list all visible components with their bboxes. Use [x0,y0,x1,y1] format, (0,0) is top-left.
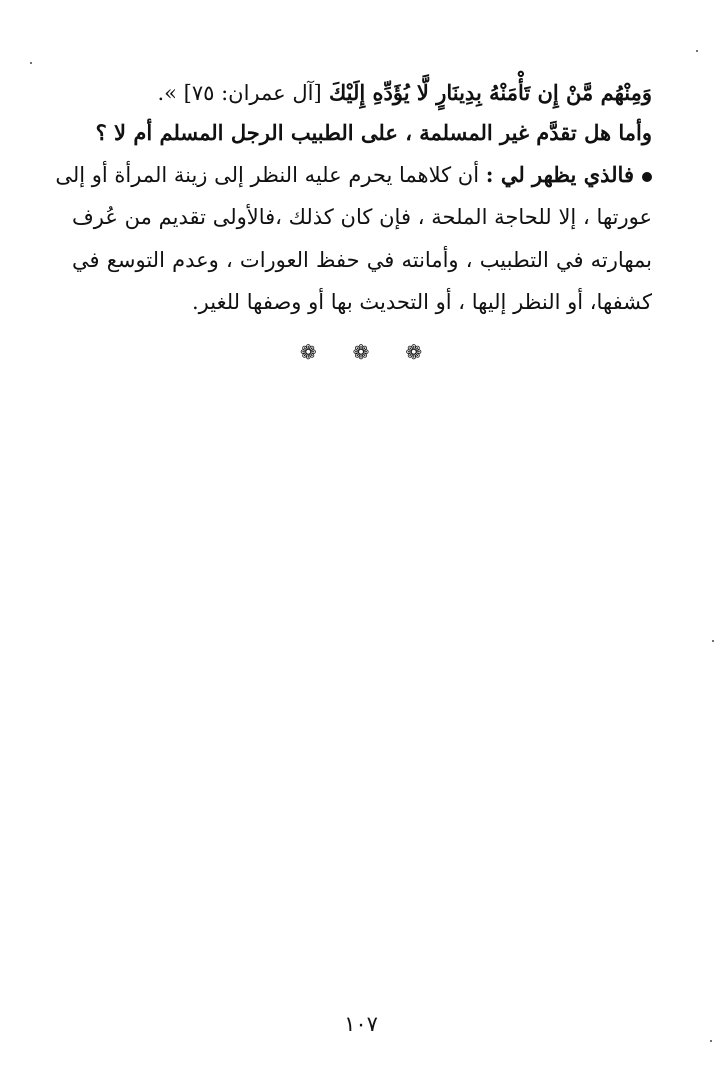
answer-lead: فالذي يظهر لي : [485,162,634,187]
question-heading: وأما هل تقدَّم غير المسلمة ، على الطبيب الرجل المسلم أم لا ؟ [95,120,652,145]
quran-verse-line [72,78,652,108]
bullet-icon [642,172,652,182]
page-number: ١٠٧ [344,1012,378,1036]
quran-verse: وَمِنْهُم مَّنْ إِن تَأْمَنْهُ بِدِينَارٍ لَّا يُؤَدِّهِ إِلَيْكَ [328,80,652,105]
answer-line-4: كشفها، أو النظر إليها ، أو التحديث بها أو وصفها للغير. [192,290,652,314]
scan-speck [710,1040,712,1042]
verse-reference: [آل عمران: ٧٥] ». [157,81,322,105]
answer-line-3: بمهارته في التطبيب ، وأمانته في حفظ العورات ، وعدم التوسع في [72,248,652,272]
answer-line-2: عورتها ، إلا للحاجة الملحة ، فإن كان كذلك ،فالأولى تقديم من عُرف [72,205,652,229]
scan-speck [696,50,698,52]
scan-speck [712,640,714,642]
answer-line-1 [55,160,652,190]
answer-text-1: أن كلاهما يحرم عليه النظر إلى زينة المرأة أو إلى [55,163,480,187]
section-divider-ornaments: ❁❁❁ [299,340,459,364]
scan-speck [30,62,32,64]
